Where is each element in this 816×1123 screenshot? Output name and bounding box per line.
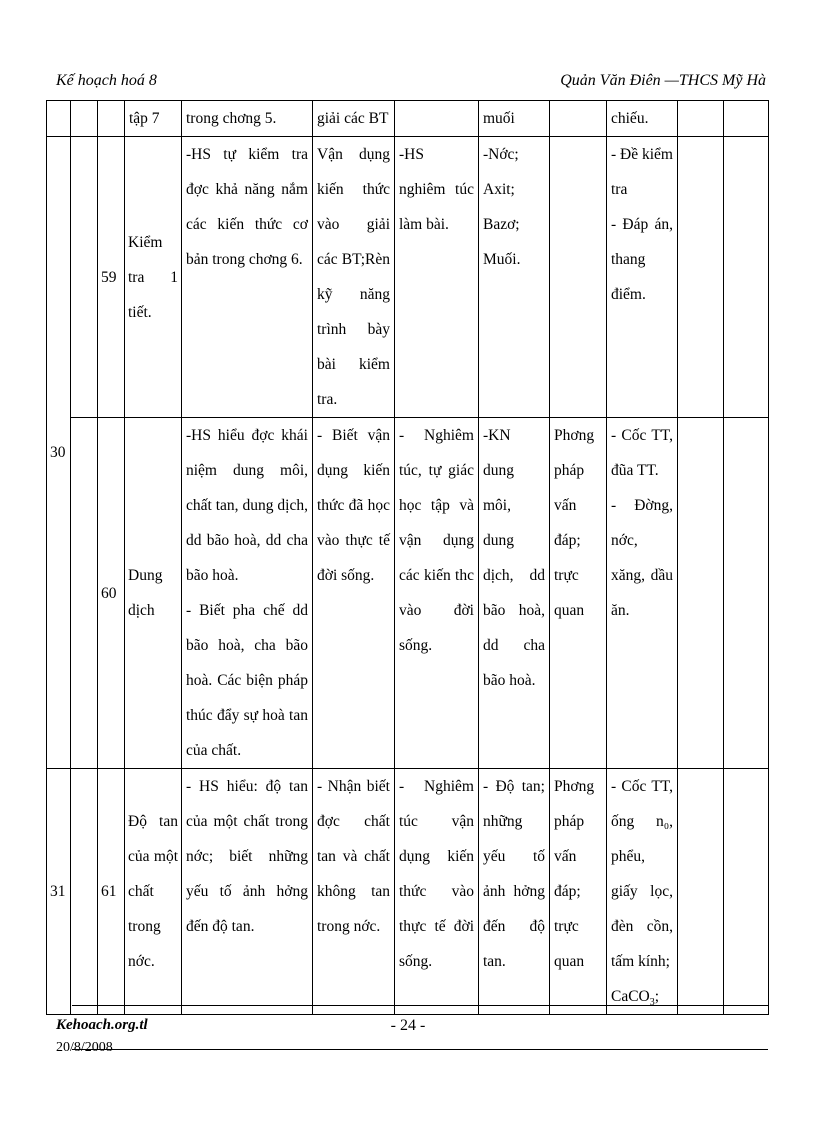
page-number: - 24 - <box>390 1017 426 1034</box>
lesson-number: 59 <box>98 137 125 418</box>
lesson-content: muối <box>479 101 550 137</box>
lesson-attitude: -HS nghiêm túc làm bài. <box>395 137 479 418</box>
lesson-plan-table <box>46 100 769 1015</box>
footer-website: Kehoach.org.tl <box>56 1017 148 1033</box>
lesson-prep: - Đề kiểm tra - Đáp án, thang điểm. <box>607 137 678 418</box>
lesson-method: Phơng pháp vấn đáp; trực quan <box>550 769 607 1015</box>
lesson-prep: - Cốc TT, đũa TT. - Đờng, nớc, xăng, dầu ăn. <box>607 418 678 769</box>
lesson-content: -Nớc; Axit; Bazơ; Muối. <box>479 137 550 418</box>
lesson-objective: - HS hiểu: độ tan của một chất trong nớc; biết những yếu tố ảnh hởng đến độ tan. <box>182 769 313 1015</box>
lesson-title: tập 7 <box>125 101 182 137</box>
footer-rule <box>72 1005 768 1006</box>
lesson-skill: giải các BT <box>313 101 395 137</box>
table-row-lesson-60 <box>47 418 769 769</box>
lesson-skill: - Nhận biết đợc chất tan và chất không tan trong nớc. <box>313 769 395 1015</box>
table-row-lesson-61 <box>47 769 769 1015</box>
lesson-method: Phơng pháp vấn đáp; trực quan <box>550 418 607 769</box>
lesson-method <box>550 137 607 418</box>
lesson-title: Dung dịch <box>125 418 182 769</box>
lesson-attitude: - Nghiêm túc vận dụng kiến thức vào thực tế đời sống. <box>395 769 479 1015</box>
lesson-attitude <box>395 101 479 137</box>
lesson-method <box>550 101 607 137</box>
lesson-number: 60 <box>98 418 125 769</box>
lesson-title: Kiểm tra 1 tiết. <box>125 137 182 418</box>
lesson-objective: -HS hiểu đợc khái niệm dung môi, chất tan, dung dịch, dd bão hoà, dd cha bão hoà. - Biết pha chế dd bão hoà, cha bão hoà. Các biện pháp thúc đẩy sự hoà tan của chất. <box>182 418 313 769</box>
header-author: Quản Văn Điên —THCS Mỹ Hà <box>560 72 766 89</box>
table-row-continued <box>47 101 769 137</box>
lesson-objective: -HS tự kiểm tra đợc khả năng nắm các kiến thức cơ bản trong chơng 6. <box>182 137 313 418</box>
lesson-attitude: - Nghiêm túc, tự giác học tập và vận dụng các kiến thc vào đời sống. <box>395 418 479 769</box>
chemical-formula: CaCO$_3$; <box>611 988 660 1009</box>
lesson-content: - Độ tan; những yếu tố ảnh hởng đến độ tan. <box>479 769 550 1015</box>
lesson-objective: trong chơng 5. <box>182 101 313 137</box>
lesson-skill: Vận dụng kiến thức vào giải các BT;Rèn kỹ năng trình bày bài kiểm tra. <box>313 137 395 418</box>
lesson-prep: chiếu. <box>607 101 678 137</box>
table-row-lesson-59 <box>47 137 769 418</box>
lesson-title: Độ tan của một chất trong nớc. <box>125 769 182 1015</box>
lesson-skill: - Biết vận dụng kiến thức đã học vào thực tế đời sống. <box>313 418 395 769</box>
week-number: 31 <box>47 769 71 1015</box>
footer-rule <box>72 1049 768 1050</box>
footer-date: 20/8/2008 <box>56 1040 113 1055</box>
lesson-number: 61 <box>98 769 125 1015</box>
week-number: 30 <box>47 137 71 769</box>
lesson-prep: - Cốc TT, ống n₀, phểu, giấy lọc, đèn cồn, tấm kính; CaCO$_3$; <box>607 769 678 1015</box>
header-doc-title: Kế hoạch hoá 8 <box>56 72 157 89</box>
lesson-content: -KN dung môi, dung dịch, dd bão hoà, dd cha bão hoà. <box>479 418 550 769</box>
